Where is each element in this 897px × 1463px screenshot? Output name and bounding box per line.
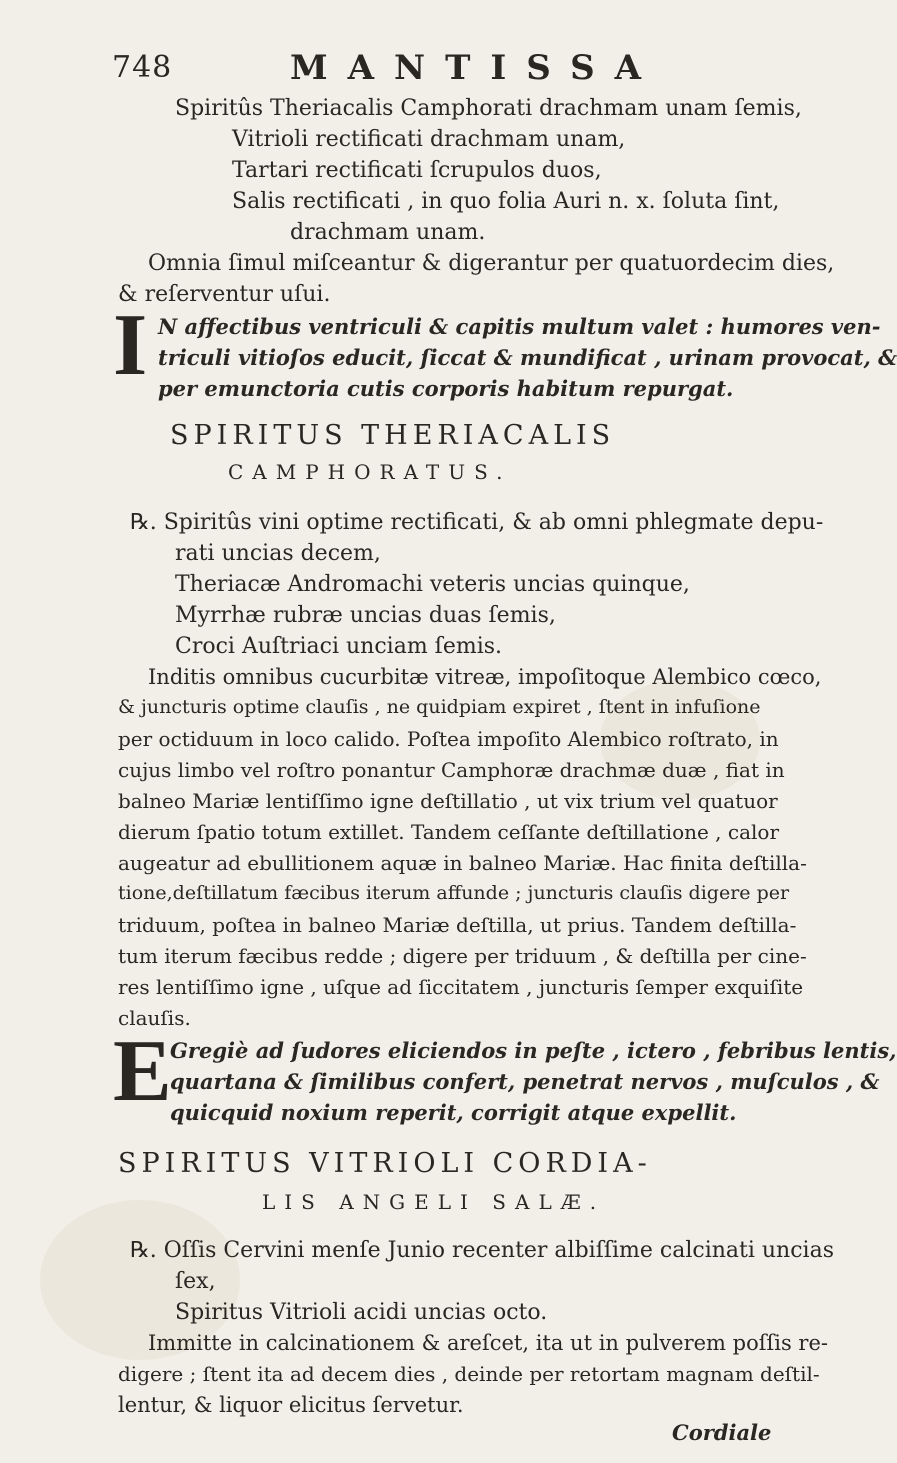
text-line: digere ; ſtent ita ad decem dies , deinde per retortam magnam deſtil- [118, 1362, 820, 1386]
text-line: & reſerventur uſui. [118, 282, 331, 307]
text-line: ℞. Oſſis Cervini menſe Junio recenter albiſſime calcinati uncias [130, 1238, 834, 1263]
text-line: tione,deſtillatum fæcibus iterum affunde ; juncturis clauſis digere per [118, 882, 790, 904]
text-line: & juncturis optime clauſis , ne quidpiam expiret , ſtent in infuſione [118, 696, 761, 718]
text-line: Tartari rectificati ſcrupulos duos, [232, 158, 602, 183]
text-line: ℞. Spiritûs vini optime rectificati, & ab omni phlegmate depu- [130, 510, 824, 535]
text-line: rati uncias decem, [175, 541, 381, 566]
text-line: tum iterum fæcibus redde ; digere per triduum , & deſtilla per cine- [118, 944, 807, 968]
text-line: clauſis. [118, 1006, 191, 1030]
text-line: Immitte in calcinationem & areſcet, ita ut in pulverem poſſis re- [148, 1331, 828, 1355]
text-line: Croci Auſtriaci unciam ſemis. [175, 634, 503, 659]
text-line: dierum ſpatio totum extillet. Tandem ceſſante deſtillatione , calor [118, 820, 780, 844]
text-line: Vitrioli rectificati drachmam unam, [232, 127, 626, 152]
text-line: per emunctoria cutis corporis habitum repurgat. [158, 376, 734, 401]
drop-cap: E [113, 1023, 172, 1120]
text-line: triculi vitioſos educit, ſiccat & mundificat , urinam provocat, & [158, 345, 897, 370]
text-line: lentur, & liquor elicitus ſervetur. [118, 1393, 464, 1417]
text-line: N affectibus ventriculi & capitis multum valet : humores ven- [158, 314, 881, 339]
text-line: Omnia ſimul miſceantur & digerantur per quatuordecim dies, [148, 251, 835, 276]
text-line: quicquid noxium reperit, corrigit atque expellit. [170, 1100, 737, 1125]
page-number: 748 [112, 50, 173, 85]
text-line: triduum, poſtea in balneo Mariæ deſtilla, ut prius. Tandem deſtilla- [118, 913, 797, 937]
section-title: SPIRITUS THERIACALIS [170, 420, 616, 451]
running-title: MANTISSA [290, 48, 662, 88]
section-subtitle: LIS ANGELI SALÆ. [262, 1190, 606, 1214]
catchword: Cordiale [672, 1420, 772, 1445]
text-line: Gregiè ad ſudores eliciendos in peſte , ictero , febribus lentis, [170, 1038, 897, 1063]
text-line: augeatur ad ebullitionem aquæ in balneo Mariæ. Hac finita deſtilla- [118, 851, 807, 875]
text-line: res lentiſſimo igne , uſque ad ſiccitatem , juncturis ſemper exquiſite [118, 975, 804, 999]
text-line: cujus limbo vel roſtro ponantur Camphoræ drachmæ duæ , fiat in [118, 758, 785, 782]
text-line: Myrrhæ rubræ uncias duas ſemis, [175, 603, 556, 628]
drop-cap: I [113, 297, 148, 394]
text-line: drachmam unam. [290, 220, 486, 245]
text-line: Spiritûs Theriacalis Camphorati drachmam unam ſemis, [175, 96, 802, 121]
text-line: ſex, [175, 1269, 216, 1294]
text-line: Theriacæ Andromachi veteris uncias quinque, [175, 572, 690, 597]
text-line: balneo Mariæ lentiſſimo igne deſtillatio , ut vix trium vel quatuor [118, 789, 778, 813]
text-line: Spiritus Vitrioli acidi uncias octo. [175, 1300, 548, 1325]
text-line: quartana & ſimilibus confert, penetrat nervos , muſculos , & [170, 1069, 880, 1094]
text-line: per octiduum in loco calido. Poſtea impoſito Alembico roſtrato, in [118, 727, 779, 751]
text-line: Salis rectificati , in quo folia Auri n. x. ſoluta ſint, [232, 189, 780, 214]
text-line: Inditis omnibus cucurbitæ vitreæ, impoſitoque Alembico cœco, [148, 665, 822, 689]
section-title: SPIRITUS VITRIOLI CORDIA- [118, 1148, 652, 1179]
section-subtitle: CAMPHORATUS. [228, 460, 512, 484]
